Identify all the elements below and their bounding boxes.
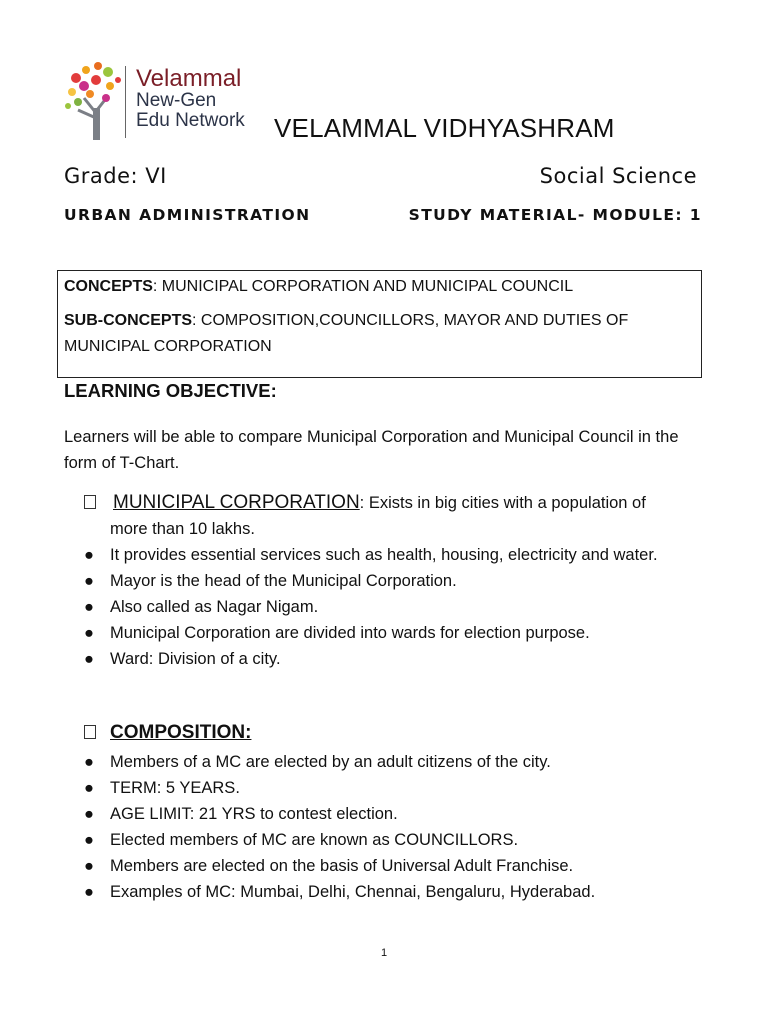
list-item: ● Municipal Corporation are divided into wards for election purpose. xyxy=(80,620,720,646)
list-item: ● AGE LIMIT: 21 YRS to contest election. xyxy=(80,801,720,827)
logo-line-2: New-Gen xyxy=(136,90,217,112)
municipal-corporation-intro xyxy=(80,490,720,542)
sub-concepts-label: SUB-CONCEPTS xyxy=(64,312,193,329)
list-item: ● TERM: 5 YEARS. xyxy=(80,775,720,801)
subject-label: Social Science xyxy=(539,164,697,188)
composition-list xyxy=(80,749,720,905)
logo-line-3: Edu Network xyxy=(136,110,245,132)
bullet-icon: ● xyxy=(84,831,94,849)
bullet-icon: ● xyxy=(84,857,94,875)
list-item: ● Ward: Division of a city. xyxy=(80,646,720,672)
composition-heading: COMPOSITION: xyxy=(110,722,252,743)
bullet-icon: ● xyxy=(84,598,94,616)
learning-objective-text: Learners will be able to compare Municipal Corporation and Municipal Council in the form of T-Chart. xyxy=(64,428,679,472)
bullet-icon: ● xyxy=(84,805,94,823)
municipal-corporation-lead-cont: more than 10 lakhs. xyxy=(110,520,255,538)
composition-heading-row xyxy=(84,722,251,744)
municipal-corporation-lead: : Exists in big cities with a population of xyxy=(359,494,646,512)
municipal-corporation-heading: MUNICIPAL CORPORATION xyxy=(113,492,360,513)
logo-line-1: Velammal xyxy=(136,65,242,92)
bullet-icon: ● xyxy=(84,779,94,797)
tree-logo-icon xyxy=(62,58,132,143)
list-item: ● Mayor is the head of the Municipal Corporation. xyxy=(80,568,720,594)
module-label: STUDY MATERIAL- MODULE: 1 xyxy=(408,206,702,224)
topic-title: URBAN ADMINISTRATION xyxy=(64,206,311,224)
bullet-icon: ● xyxy=(84,572,94,590)
concepts-text: : MUNICIPAL CORPORATION AND MUNICIPAL COUNCIL xyxy=(152,278,574,295)
checkbox-bullet-icon xyxy=(84,495,96,509)
concepts-box xyxy=(57,270,702,378)
sub-concepts-text: : COMPOSITION,COUNCILLORS, MAYOR AND DUTIES OF MUNICIPAL CORPORATION xyxy=(64,312,629,355)
checkbox-bullet-icon xyxy=(84,725,96,739)
list-item: ● Members of a MC are elected by an adult citizens of the city. xyxy=(80,749,720,775)
bullet-icon: ● xyxy=(84,753,94,771)
concepts-line xyxy=(64,274,695,300)
bullet-icon: ● xyxy=(84,624,94,642)
bullet-icon: ● xyxy=(84,546,94,564)
school-name: VELAMMAL VIDHYASHRAM xyxy=(274,113,615,143)
logo-wordmark xyxy=(136,66,245,131)
list-item: ● It provides essential services such as health, housing, electricity and water. xyxy=(80,542,720,568)
logo-divider xyxy=(125,66,126,138)
list-item: ● Elected members of MC are known as COUNCILLORS. xyxy=(80,827,720,853)
grade-label: Grade: VI xyxy=(64,164,167,188)
sub-concepts-line xyxy=(64,308,695,360)
concepts-label: CONCEPTS xyxy=(64,278,153,295)
page-number: 1 xyxy=(380,947,388,959)
bullet-icon: ● xyxy=(84,650,94,668)
list-item: ● Examples of MC: Mumbai, Delhi, Chennai, Bengaluru, Hyderabad. xyxy=(80,879,720,905)
learning-objective-heading: LEARNING OBJECTIVE: xyxy=(64,380,277,401)
bullet-icon: ● xyxy=(84,883,94,901)
list-item: ● Also called as Nagar Nigam. xyxy=(80,594,720,620)
list-item: ● Members are elected on the basis of Universal Adult Franchise. xyxy=(80,853,720,879)
municipal-corporation-list xyxy=(80,542,720,672)
